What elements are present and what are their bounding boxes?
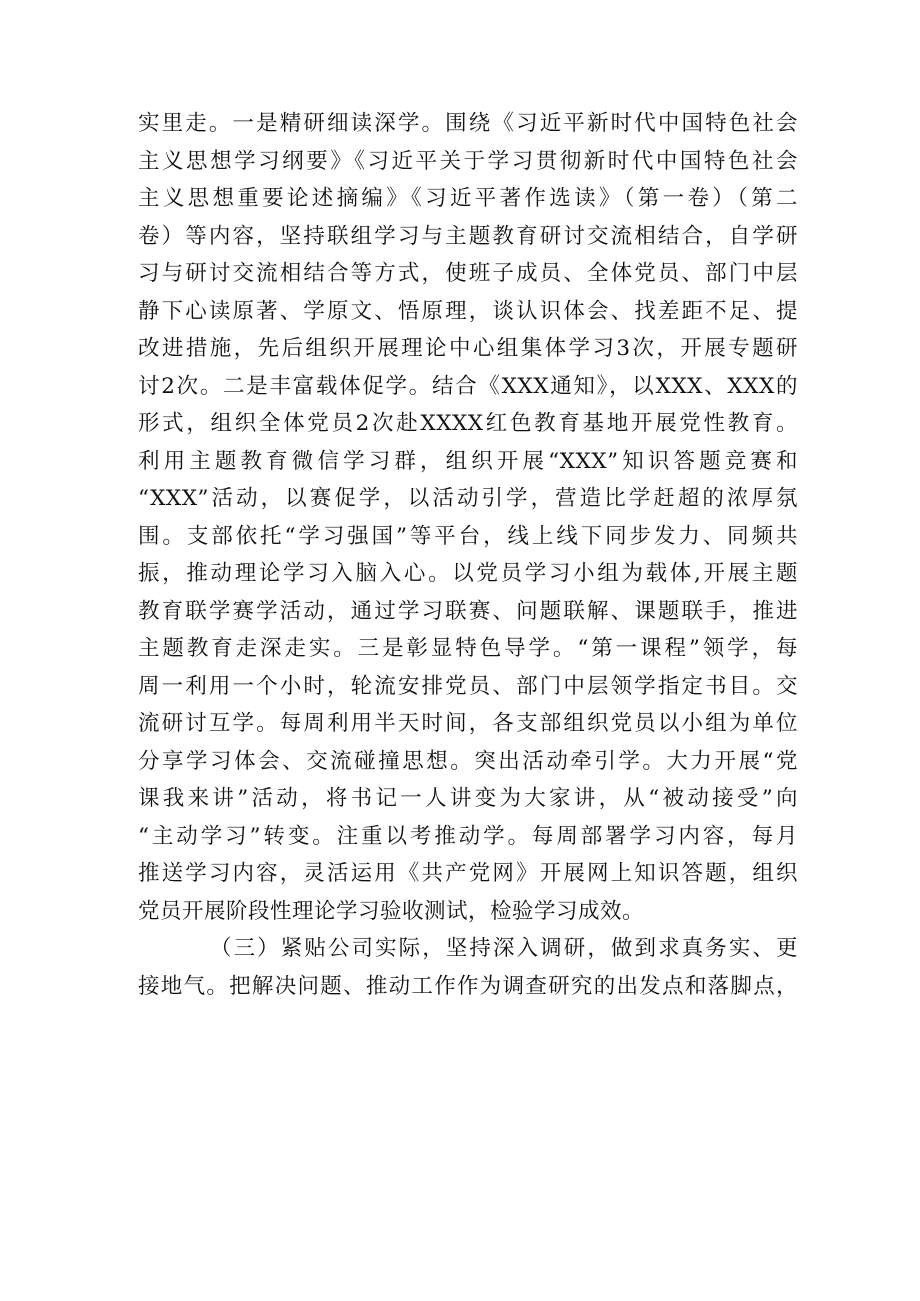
text-line: 周一利用一个小时，轮流安排党员、部门中层领学指定书目。交 bbox=[138, 673, 798, 699]
text-line: 围。支部依托“学习强国”等平台，线上线下同步发力、同频共 bbox=[138, 523, 798, 549]
text-line: 习与研讨交流相结合等方式，使班子成员、全体党员、部门中层 bbox=[138, 261, 798, 286]
text-line: 教育联学赛学活动，通过学习联赛、问题联解、课题联手，推进 bbox=[138, 598, 798, 624]
text-line: 静下心读原著、学原文、悟原理，谈认识体会、找差距不足、提 bbox=[138, 298, 798, 324]
text-line: 实里走。一是精研细读深学。围绕《习近平新时代中国特色社会 bbox=[138, 111, 798, 136]
text-line: 改进措施，先后组织开展理论中心组集体学习3次，开展专题研 bbox=[138, 336, 798, 361]
text-line: 主题教育走深走实。三是彰显特色导学。“第一课程”领学，每 bbox=[138, 636, 798, 661]
paragraph-end-line: 党员开展阶段性理论学习验收测试，检验学习成效。 bbox=[138, 898, 645, 924]
text-line: 分享学习体会、交流碰撞思想。突出活动牵引学。大力开展“党 bbox=[138, 748, 798, 774]
text-line: 接地气。把解决问题、推动工作作为调查研究的出发点和落脚点， bbox=[138, 973, 798, 999]
text-line: 主义思想学习纲要》《习近平关于学习贯彻新时代中国特色社会 bbox=[138, 148, 798, 174]
text-line: 流研讨互学。每周利用半天时间，各支部组织党员以小组为单位 bbox=[138, 711, 798, 736]
text-line: “主动学习”转变。注重以考推动学。每周部署学习内容，每月 bbox=[138, 823, 798, 849]
body-text bbox=[138, 105, 798, 1005]
text-line: 形式，组织全体党员2次赴XXXX红色教育基地开展党性教育。 bbox=[138, 411, 798, 436]
text-line: 讨2次。二是丰富载体促学。结合《XXX通知》，以XXX、XXX的 bbox=[138, 373, 798, 399]
text-line: 课我来讲”活动，将书记一人讲变为大家讲，从“被动接受”向 bbox=[138, 786, 798, 811]
text-line: 主义思想重要论述摘编》《习近平著作选读》（第一卷）（第二 bbox=[138, 186, 798, 211]
text-line: 推送学习内容，灵活运用《共产党网》开展网上知识答题，组织 bbox=[138, 861, 798, 886]
text-line: “XXX”活动，以赛促学，以活动引学，营造比学赶超的浓厚氛 bbox=[138, 486, 798, 511]
text-line: 利用主题教育微信学习群，组织开展“XXX”知识答题竞赛和 bbox=[138, 448, 798, 474]
text-line: 卷）等内容，坚持联组学习与主题教育研讨交流相结合，自学研 bbox=[138, 223, 798, 249]
section-heading-line: （三）紧贴公司实际，坚持深入调研，做到求真务实、更 bbox=[210, 936, 798, 961]
text-line: 振，推动理论学习入脑入心。以党员学习小组为载体,开展主题 bbox=[138, 561, 798, 586]
